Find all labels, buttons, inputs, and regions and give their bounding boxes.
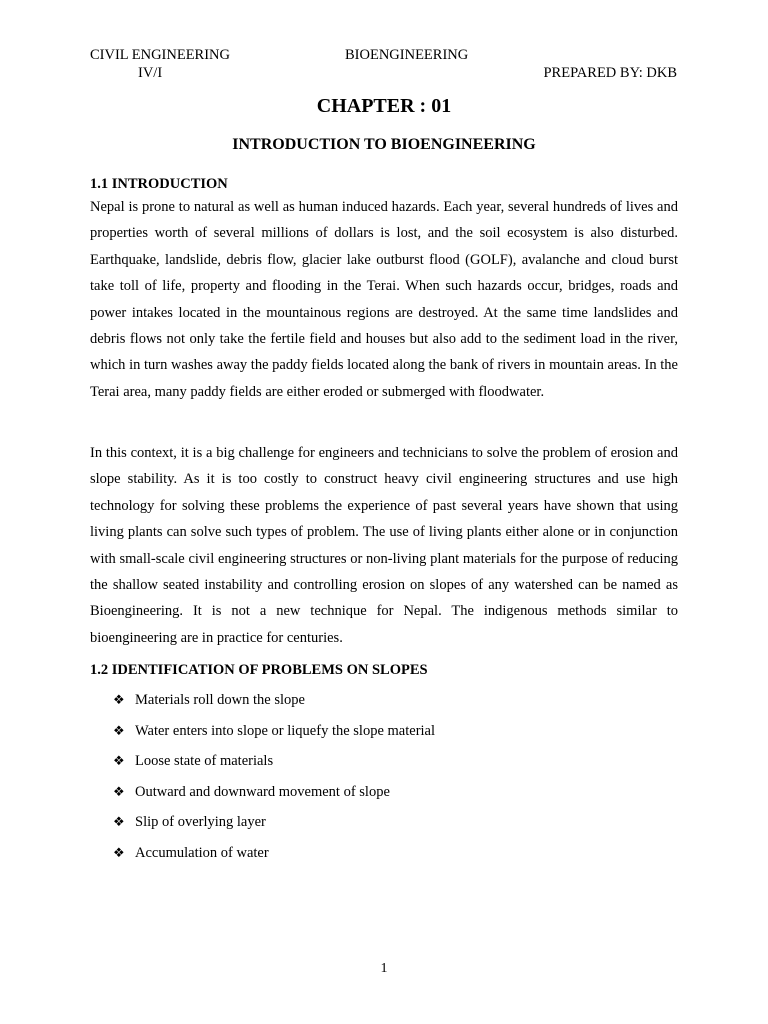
page-number: 1 (380, 961, 388, 976)
chapter-title: INTRODUCTION TO BIOENGINEERING (232, 136, 536, 153)
list-item-text: Materials roll down the slope (135, 692, 305, 708)
list-item (113, 841, 435, 872)
diamond-bullet-icon: ❖ (113, 692, 125, 707)
list-item (113, 780, 435, 811)
list-item (113, 749, 435, 780)
list-item-text: Slip of overlying layer (135, 814, 266, 830)
list-item-text: Outward and downward movement of slope (135, 783, 390, 800)
header-subject: BIOENGINEERING (345, 47, 469, 63)
diamond-bullet-icon: ❖ (113, 814, 125, 829)
paragraph-hazards: Nepal is prone to natural as well as human induced hazards. Each year, several hundreds of lives and properties worth of several millions of dollars is lost, and the soil ecosystem is also disturbed. Earthquake, landslide, debris flow, glacier lake outburst flood (GOLF), avalanche and cloud burst take toll of life, property and flooding in the Terai. When such hazards occur, bridges, roads and power intakes located in the mountainous regions are destroyed. At the same time landslides and debris flows not only take the fertile field and houses but also add to the sediment load in the river, which in turn washes away the paddy fields located along the bank of rivers in mountain areas. In the Terai area, many paddy fields are either eroded or submerged with floodwater. (90, 199, 678, 400)
list-item (113, 810, 435, 841)
list-item-text: Loose state of materials (135, 753, 274, 769)
list-item-text: Water enters into slope or liquefy the slope material (135, 722, 436, 739)
diamond-bullet-icon: ❖ (113, 722, 125, 738)
chapter-number: CHAPTER : 01 (316, 95, 452, 117)
header-semester: IV/I (138, 65, 163, 81)
diamond-bullet-icon: ❖ (113, 753, 125, 768)
list-item (113, 719, 435, 750)
list-item (113, 688, 435, 719)
slope-problems-list (113, 688, 435, 871)
header-author: PREPARED BY: DKB (543, 65, 677, 81)
list-item-text: Accumulation of water (135, 844, 269, 861)
header-department: CIVIL ENGINEERING (90, 47, 231, 63)
section-heading-slope-problems: 1.2 IDENTIFICATION OF PROBLEMS ON SLOPES (90, 662, 428, 678)
diamond-bullet-icon: ❖ (113, 844, 125, 860)
diamond-bullet-icon: ❖ (113, 783, 125, 799)
section-heading-introduction: 1.1 INTRODUCTION (90, 176, 228, 192)
paragraph-bioengineering-context: In this context, it is a big challenge for engineers and technicians to solve the problem of erosion and slope stability. As it is too costly to construct heavy civil engineering structures and use high technology for solving these problems the experience of past several years have shown that using living plants can solve such types of problem. The use of living plants either alone or in conjunction with small-scale civil engineering structures or non-living plant materials for the purpose of reducing the shallow seated instability and controlling erosion on slopes of any watershed can be named as Bioengineering. It is not a new technique for Nepal. The indigenous methods similar to bioengineering are in practice for centuries. (90, 445, 678, 646)
